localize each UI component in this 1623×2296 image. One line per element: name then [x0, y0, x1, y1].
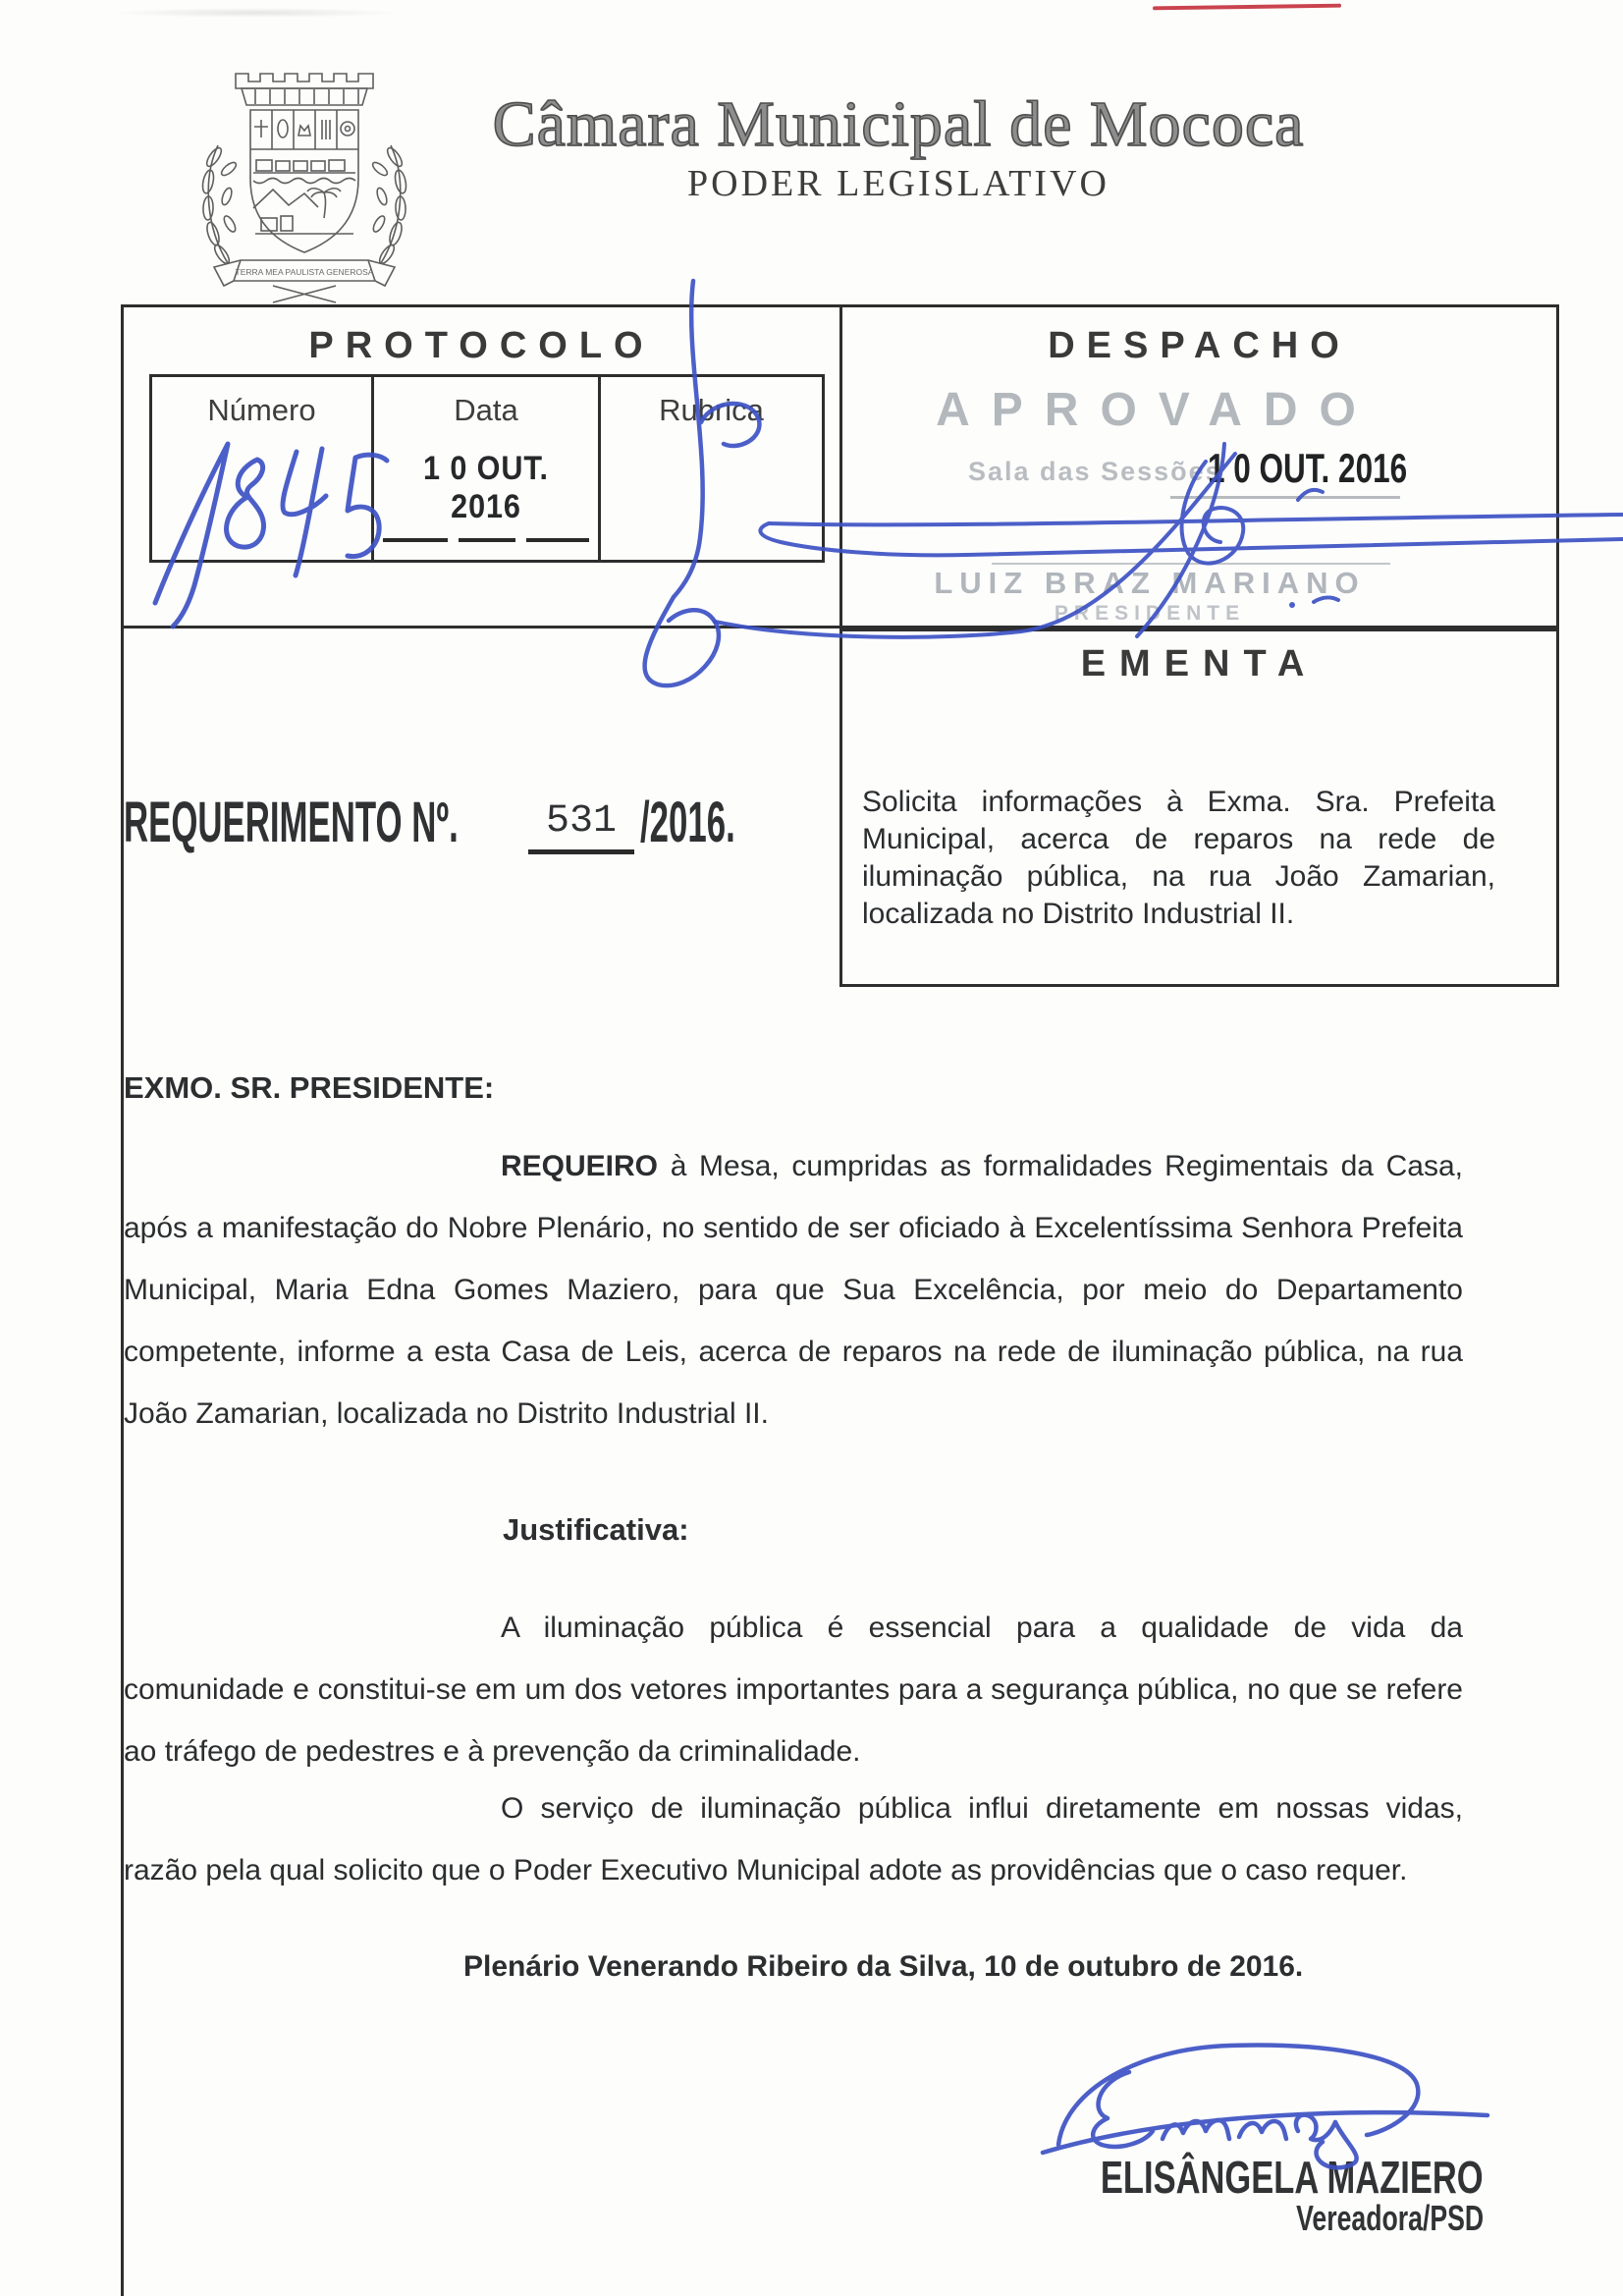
despacho-title: DESPACHO [1048, 325, 1351, 366]
ementa-title: EMENTA [1080, 643, 1319, 684]
signer-role: Vereadora/PSD [1295, 2198, 1484, 2238]
crest-motto: TERRA MEA PAULISTA GENEROSA [235, 267, 374, 277]
request-paragraph-text: à Mesa, cumpridas as formalidades Regimentais da Casa, após a manifestação do Nobre Plenário, no sentido de ser oficiado à Excelentíssima Senhora Prefeita Municipal, Maria Edna Gomes Maziero, para que Sua Excelência, por meio do Departamento competente, informe a esta Casa de Leis, acerca de reparos na rede de iluminação pública, na rua João Zamarian, localizada no Distrito Industrial II. [124, 1150, 1463, 1430]
request-bold-word: REQUEIRO [501, 1150, 659, 1182]
protocolo-inner-table [149, 374, 825, 563]
ementa-text: Solicita informações à Exma. Sra. Prefeita Municipal, acerca de reparos na rede de iluminação pública, na rua João Zamarian, localizada no Distrito Industrial II. [862, 786, 1495, 930]
sala-das-sessoes-stamp: Sala das Sessões [968, 457, 1222, 486]
justification-paragraph-2: O serviço de iluminação pública influi diretamente em nossas vidas, razão pela qual solicito que o Poder Executivo Municipal adote as providências que o caso requer. [124, 1792, 1463, 1886]
president-name-stamp: LUIZ BRAZ MARIANO [934, 566, 1366, 600]
organization-title: Câmara Municipal de Mococa [492, 88, 1305, 160]
president-title-stamp: PRESIDENTE [1054, 602, 1246, 625]
councilwoman-signature [1043, 2046, 1488, 2168]
protocolo-section [124, 307, 839, 626]
aprovado-stamp: APROVADO [936, 384, 1378, 436]
col-header-data: Data [454, 393, 518, 427]
president-signature-line [992, 563, 1390, 565]
col-header-numero: Número [207, 393, 316, 427]
coat-of-arms-icon [157, 59, 452, 304]
scan-red-line [1153, 4, 1341, 11]
despacho-date-underline [1170, 496, 1400, 499]
despacho-date-stamp: 1 0 OUT. 2016 [1208, 445, 1408, 491]
col-header-rubrica: Rubrica [659, 393, 764, 427]
salutation: EXMO. SR. PRESIDENTE: [124, 1070, 495, 1105]
date-stamp-underlines [383, 538, 589, 542]
protocolo-col-rubrica [598, 377, 822, 560]
requerimento-number: 531 [528, 799, 634, 854]
protocolo-col-numero [152, 377, 371, 560]
protocolo-col-data [371, 377, 598, 560]
ementa-box [839, 629, 1559, 987]
plenary-date-line: Plenário Venerando Ribeiro da Silva, 10 de outubro de 2016. [463, 1950, 1304, 1983]
organization-subtitle: PODER LEGISLATIVO [687, 163, 1109, 205]
protocol-dispatch-table [121, 304, 1559, 629]
protocolo-date-stamp: 1 0 OUT. 2016 [423, 450, 549, 525]
requerimento-year: /2016. [640, 791, 735, 854]
justification-heading: Justificativa: [503, 1512, 689, 1547]
page-left-rule [121, 629, 124, 2296]
request-paragraph [124, 1135, 1463, 1445]
scan-smudge [108, 8, 403, 18]
signer-name: ELISÂNGELA MAZIERO [1101, 2152, 1484, 2203]
protocolo-title: PROTOCOLO [308, 325, 655, 366]
document-header [412, 90, 1384, 205]
despacho-section [842, 307, 1556, 626]
justification-paragraph-1: A iluminação pública é essencial para a qualidade de vida da comunidade e constitui-se em um dos vetores importantes para a segurança pública, no que se refere ao tráfego de pedestres e à prevenção da criminalidade. [124, 1612, 1463, 1768]
requerimento-label: REQUERIMENTO Nº. [124, 791, 459, 854]
